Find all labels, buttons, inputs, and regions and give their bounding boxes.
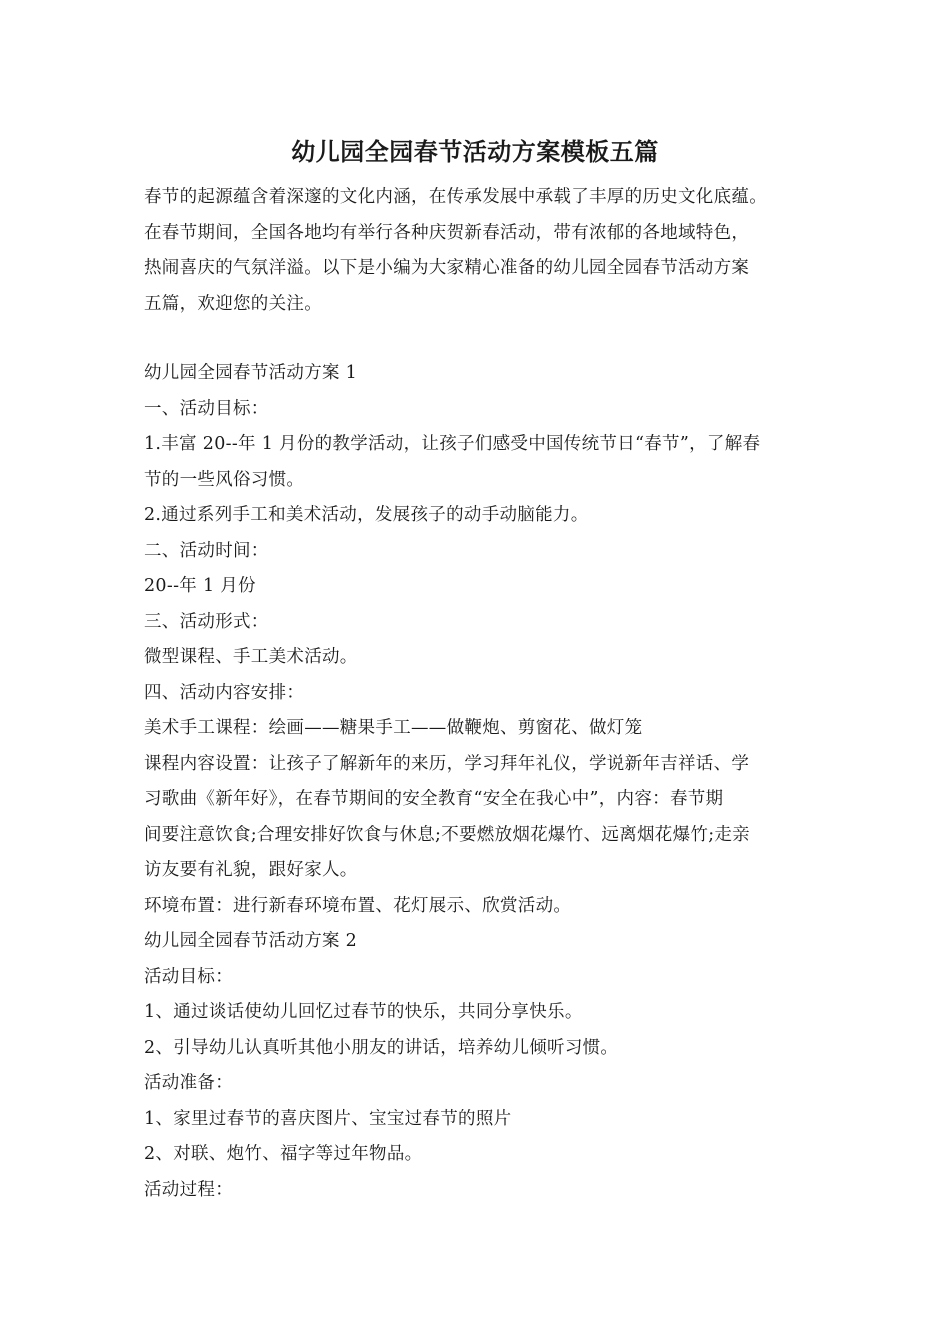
body-line: 课程内容设置：让孩子了解新年的来历，学习拜年礼仪，学说新年吉祥话、学: [144, 753, 750, 774]
body-line: 20--年 1 月份: [144, 576, 256, 596]
body-text: [144, 356, 834, 1208]
body-line: 1、通过谈话使幼儿回忆过春节的快乐，共同分享快乐。: [144, 1002, 583, 1022]
body-line: 1.丰富 20--年 1 月份的教学活动，让孩子们感受中国传统节日“春节”，了解春: [144, 434, 761, 454]
body-line: 2、对联、炮竹、福字等过年物品。: [144, 1144, 423, 1164]
subheading-goals: 一、活动目标：: [144, 398, 269, 419]
body-line: 美术手工课程：绘画——糖果手工——做鞭炮、剪窗花、做灯笼: [144, 718, 643, 738]
subheading-arrangement: 四、活动内容安排：: [144, 682, 305, 703]
intro-line: 五篇，欢迎您的关注。: [144, 293, 322, 314]
section-heading-plan-2: 幼儿园全园春节活动方案 2: [144, 931, 358, 951]
subheading-process: 活动过程：: [144, 1179, 233, 1200]
intro-line: 春节的起源蕴含着深邃的文化内涵，在传承发展中承载了丰厚的历史文化底蕴。: [144, 187, 767, 207]
paragraph-gap: [144, 322, 834, 356]
section-heading-plan-1: 幼儿园全园春节活动方案 1: [144, 363, 358, 383]
subheading-time: 二、活动时间：: [144, 540, 269, 561]
body-line: 节的一些风俗习惯。: [144, 469, 305, 490]
body-line: 习歌曲《新年好》，在春节期间的安全教育“安全在我心中”，内容：春节期: [144, 789, 724, 809]
body-line: 2.通过系列手工和美术活动，发展孩子的动手动脑能力。: [144, 505, 589, 525]
body-line: 2、引导幼儿认真听其他小朋友的讲话，培养幼儿倾听习惯。: [144, 1037, 619, 1058]
body-line: 1、家里过春节的喜庆图片、宝宝过春节的照片: [144, 1108, 512, 1129]
document-title: 幼儿园全园春节活动方案模板五篇: [291, 137, 659, 166]
subheading-format: 三、活动形式：: [144, 611, 269, 632]
body-line: 访友要有礼貌，跟好家人。: [144, 860, 358, 880]
intro-line: 在春节期间，全国各地均有举行各种庆贺新春活动，带有浓郁的各地域特色，: [144, 222, 750, 243]
body-line: 环境布置：进行新春环境布置、花灯展示、欣赏活动。: [144, 895, 572, 916]
document-content: [144, 180, 834, 1208]
body-line: 间要注意饮食;合理安排好饮食与休息;不要燃放烟花爆竹、远离烟花爆竹;走亲: [144, 824, 750, 845]
intro-line: 热闹喜庆的气氛洋溢。以下是小编为大家精心准备的幼儿园全园春节活动方案: [144, 258, 750, 278]
subheading-goals: 活动目标：: [144, 966, 233, 987]
body-line: 微型课程、手工美术活动。: [144, 647, 358, 667]
subheading-preparation: 活动准备：: [144, 1073, 233, 1093]
intro-paragraph: [144, 180, 834, 322]
